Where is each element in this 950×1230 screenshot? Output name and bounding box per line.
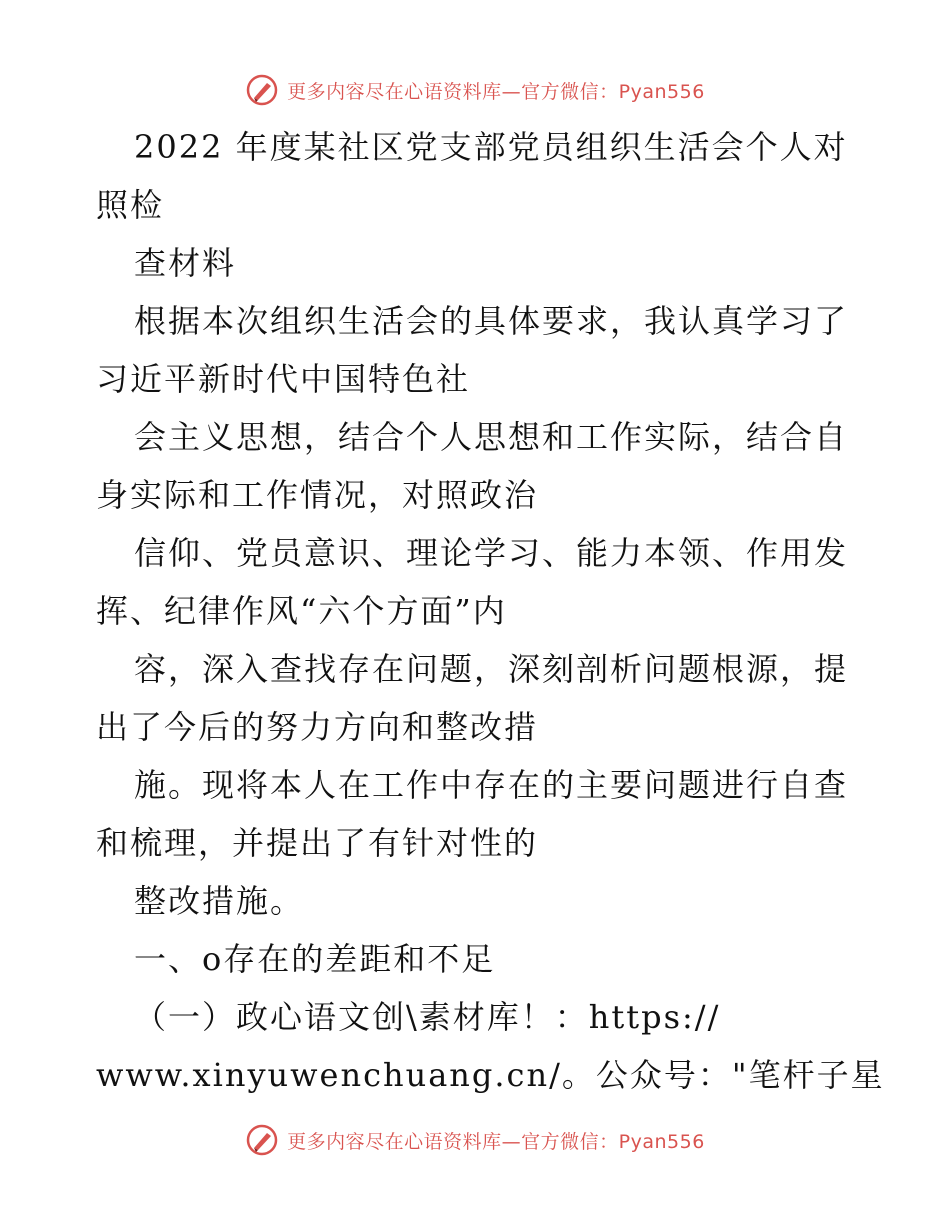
paragraph-line: 信仰、党员意识、理论学习、能力本领、作用发: [134, 534, 849, 572]
title-line-1: 2022 年度某社区党支部党员组织生活会个人对: [134, 128, 848, 166]
header-banner: [0, 70, 950, 110]
paragraph-line: 出了今后的努力方向和整改措: [96, 708, 539, 746]
title-line-2: 照检: [96, 186, 165, 224]
paragraph-line: 根据本次组织生活会的具体要求，我认真学习了: [134, 302, 849, 340]
paragraph-line: 习近平新时代中国特色社: [96, 360, 471, 398]
pen-logo-icon: [245, 73, 279, 107]
paragraph-line: 施。现将本人在工作中存在的主要问题进行自查: [134, 766, 849, 804]
footer-banner-text: 更多内容尽在心语资料库—官方微信：Pyan556: [287, 1130, 705, 1153]
title-line-3: 查材料: [134, 244, 237, 282]
document-body: [96, 118, 885, 1104]
pen-logo-icon: [245, 1123, 279, 1157]
header-banner-text: 更多内容尽在心语资料库—官方微信：Pyan556: [287, 80, 705, 103]
paragraph-line: 身实际和工作情况，对照政治: [96, 476, 539, 514]
paragraph-line: 和梳理，并提出了有针对性的: [96, 824, 539, 862]
section-heading: 一、o存在的差距和不足: [134, 940, 496, 978]
paragraph-line: 整改措施。: [134, 882, 305, 920]
footer-banner: [0, 1120, 950, 1160]
url-line: www.xinyuwenchuang.cn/。公众号："笔杆子星: [96, 1056, 885, 1094]
subsection-line: （一）政心语文创\素材库！：https://: [134, 998, 721, 1036]
paragraph-line: 挥、纪律作风“六个方面”内: [96, 592, 507, 630]
paragraph-line: 会主义思想，结合个人思想和工作实际，结合自: [134, 418, 849, 456]
paragraph-line: 容，深入查找存在问题，深刻剖析问题根源，提: [134, 650, 849, 688]
